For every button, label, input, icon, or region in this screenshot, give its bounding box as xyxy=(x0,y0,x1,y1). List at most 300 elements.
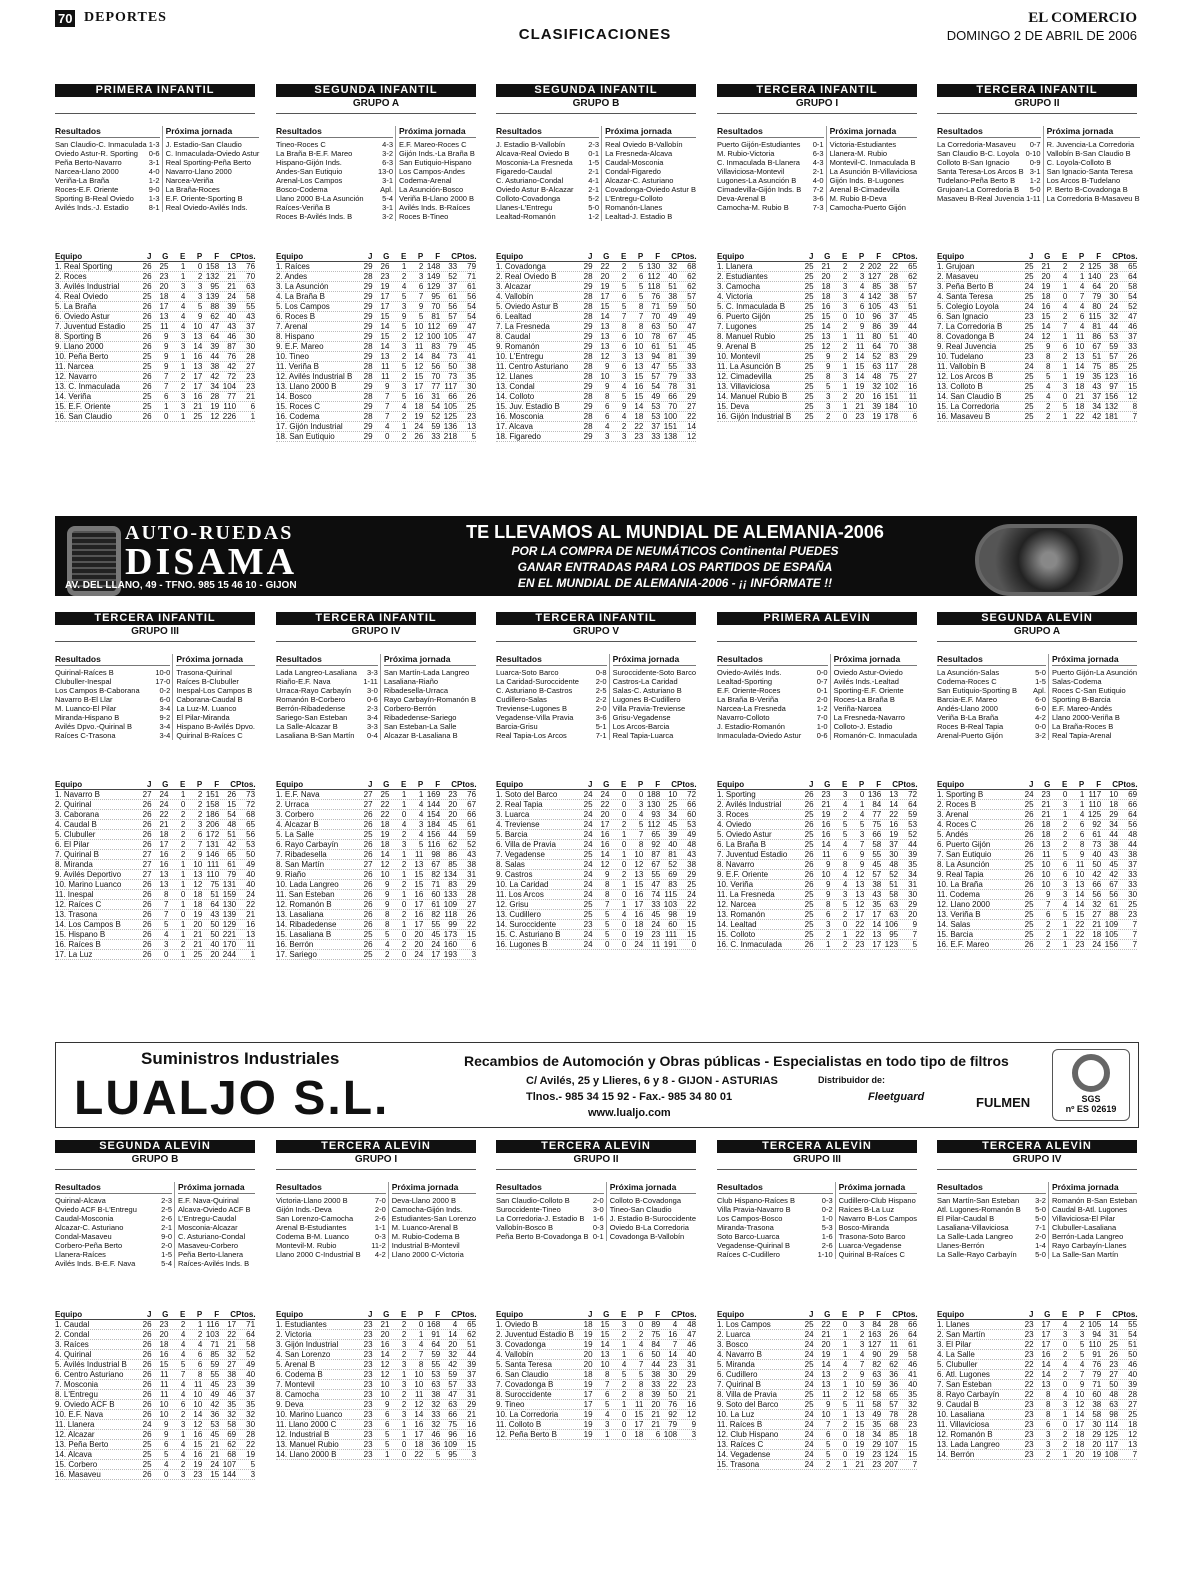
fixture-row: Rayo Carbayín-Llanes xyxy=(1051,1241,1127,1250)
stat-cell: 21 xyxy=(821,262,831,271)
stat-cell: 3 xyxy=(621,1320,627,1329)
column-header: Ptos. xyxy=(236,780,256,789)
stat-cell: 46 xyxy=(1128,322,1138,331)
stat-cell: 32 xyxy=(908,1400,918,1409)
stat-cell: 9 xyxy=(1046,342,1051,351)
stat-cell: 103 xyxy=(205,1330,220,1339)
column-header: Ptos. xyxy=(236,1310,256,1319)
stat-cell: 27 xyxy=(363,790,373,799)
stat-cell: 24 xyxy=(583,860,593,869)
match-score: 2-1 xyxy=(588,167,600,176)
stat-cell: 29 xyxy=(363,302,373,311)
stat-cell: 18 xyxy=(414,402,424,411)
stat-cell: 2 xyxy=(842,392,848,401)
stat-cell: 81 xyxy=(1092,322,1102,331)
stat-cell: 22 xyxy=(1075,412,1085,421)
stat-cell: 19 xyxy=(193,1460,203,1469)
stat-cell: 7 xyxy=(1132,412,1138,421)
table-row xyxy=(496,1390,696,1400)
fixture-row: Inespal-Los Campos B xyxy=(176,686,253,695)
stat-cell: 73 xyxy=(448,352,458,361)
stat-cell: 52 xyxy=(431,412,441,421)
stat-cell: 6 xyxy=(471,940,477,949)
league-group xyxy=(717,625,917,642)
stat-cell: 7 xyxy=(1132,940,1138,949)
stat-cell: 70 xyxy=(889,342,899,351)
team-name: 3. La Asunción xyxy=(276,282,329,291)
result-row xyxy=(276,686,378,695)
stat-cell: 17 xyxy=(380,302,390,311)
stat-cell: 58 xyxy=(908,1350,918,1359)
stat-cell: 22 xyxy=(687,900,697,909)
stat-cell: 9 xyxy=(605,362,610,371)
team-name: 11. Inespal xyxy=(55,890,94,899)
stat-cell: 39 xyxy=(467,1360,477,1369)
stat-cell: 79 xyxy=(1092,1370,1102,1379)
stat-cell: 14 xyxy=(1109,1320,1119,1329)
stat-cell: 86 xyxy=(872,322,882,331)
result-row xyxy=(717,731,828,740)
stat-cell: 25 xyxy=(804,890,814,899)
match-score: 2-5 xyxy=(595,686,607,695)
stat-cell: 0 xyxy=(164,412,169,421)
column-header: Ptos. xyxy=(1118,780,1138,789)
result-row xyxy=(937,1214,1046,1223)
stat-cell: 2 xyxy=(180,810,186,819)
match-name: Riaño-E.F. Nava xyxy=(276,677,331,686)
column-header: C xyxy=(230,780,236,789)
column-header: C xyxy=(1112,252,1118,261)
stat-cell: 26 xyxy=(142,1370,152,1379)
stat-cell: 9 xyxy=(1079,1380,1085,1389)
team-name: 14. Lealtad xyxy=(717,920,757,929)
table-row xyxy=(55,332,255,342)
stat-cell: 1 xyxy=(401,1420,407,1429)
match-score: 4-1 xyxy=(588,176,600,185)
fixture-row: L'Entregu-Caudal xyxy=(178,1214,237,1223)
match-score: 6-3 xyxy=(382,158,393,167)
result-row xyxy=(937,167,1041,176)
next-round-heading: Próxima jornada xyxy=(178,1182,255,1194)
match-score: 7-1 xyxy=(1035,1223,1046,1232)
stat-cell: 43 xyxy=(246,312,256,321)
team-name: 12. Romanón B xyxy=(276,900,332,909)
table-row xyxy=(496,402,696,412)
match-score: 1-2 xyxy=(588,212,600,221)
result-row xyxy=(55,722,170,731)
stat-cell: 23 xyxy=(908,1420,918,1429)
table-row xyxy=(717,1400,917,1410)
column-header: F xyxy=(1096,252,1102,261)
team-name: 5. Santa Teresa xyxy=(496,1360,552,1369)
league-group: GRUPO IV xyxy=(937,1153,1137,1170)
column-header: J xyxy=(809,780,814,789)
stat-cell: 43 xyxy=(872,890,882,899)
result-row xyxy=(55,1205,172,1214)
stat-cell: 20 xyxy=(1092,1440,1102,1449)
column-header: C xyxy=(451,1310,457,1319)
table-row xyxy=(276,402,476,412)
stat-cell: 26 xyxy=(363,880,373,889)
stat-cell: 25 xyxy=(804,362,814,371)
team-name: 4. Santa Teresa xyxy=(937,292,993,301)
stat-cell: 26 xyxy=(889,1330,899,1339)
match-score: 7-2 xyxy=(812,185,824,194)
result-row xyxy=(55,1196,172,1205)
results-column xyxy=(55,126,163,212)
stat-cell: 24 xyxy=(583,890,593,899)
stat-cell: 46 xyxy=(908,1360,918,1369)
fixture-row: La Fresneda-Navarro xyxy=(833,713,905,722)
match-score: 1-2 xyxy=(1029,176,1041,185)
stat-cell: 24 xyxy=(804,1330,814,1339)
table-row xyxy=(937,1360,1137,1370)
stat-cell: 5 xyxy=(638,1370,644,1379)
match-name: Tudelano-Peña Berto B xyxy=(937,176,1016,185)
ad-website[interactable]: www.lualjo.com xyxy=(588,1107,671,1119)
column-header: E xyxy=(179,780,186,789)
stat-cell: 29 xyxy=(363,312,373,321)
stat-cell: 1 xyxy=(401,262,407,271)
stat-cell: 139 xyxy=(205,292,220,301)
table-row xyxy=(937,1440,1137,1450)
match-score: 5-0 xyxy=(588,203,600,212)
stat-cell: 24 xyxy=(431,940,441,949)
team-name: 14. Salas xyxy=(937,920,971,929)
stat-cell: 86 xyxy=(448,850,458,859)
stat-cell: 5 xyxy=(401,362,407,371)
standings-table xyxy=(276,780,476,960)
stat-cell: 22 xyxy=(889,810,899,819)
column-header: C xyxy=(892,1310,898,1319)
stat-cell: 50 xyxy=(1109,1380,1119,1389)
league-title: TERCERA ALEVÍN xyxy=(717,1140,917,1153)
stat-cell: 1 xyxy=(180,900,186,909)
result-row xyxy=(496,158,599,167)
ad-brand-top: AUTO-RUEDAS xyxy=(125,522,294,544)
stat-cell: 11 xyxy=(855,342,865,351)
result-row xyxy=(496,140,599,149)
stat-cell: 100 xyxy=(663,412,678,421)
stat-cell: 139 xyxy=(222,910,237,919)
fixture-row: C. Loyola-Colloto B xyxy=(1046,158,1112,167)
table-row xyxy=(276,1320,476,1330)
stat-cell: 75 xyxy=(448,1420,458,1429)
stat-cell: 25 xyxy=(583,850,593,859)
table-row xyxy=(276,810,476,820)
match-score: 2-0 xyxy=(374,1205,386,1214)
stat-cell: 156 xyxy=(1104,940,1119,949)
column-header: J xyxy=(1029,252,1034,261)
stat-cell: 16 xyxy=(414,890,424,899)
column-header: J xyxy=(809,1310,814,1319)
column-header: F xyxy=(214,252,220,261)
fulmen-logo: FULMEN xyxy=(976,1095,1031,1110)
column-header: Ptos. xyxy=(457,1310,477,1319)
stat-cell: 2 xyxy=(842,910,848,919)
stat-cell: 86 xyxy=(1092,332,1102,341)
table-row xyxy=(937,1370,1137,1380)
match-name: Vegadense-Quirinal B xyxy=(717,1241,790,1250)
result-row xyxy=(717,167,824,176)
stat-cell: 66 xyxy=(687,800,697,809)
result-row xyxy=(55,1259,172,1268)
stat-cell: 45 xyxy=(448,820,458,829)
stat-cell: 9 xyxy=(1079,850,1085,859)
fixture-row: Los Campos-Andes xyxy=(399,167,465,176)
lualjo-advertisement[interactable] xyxy=(55,1042,1139,1128)
stat-cell: 79 xyxy=(668,1420,678,1429)
stat-cell: 23 xyxy=(227,1380,237,1389)
stat-cell: 19 xyxy=(855,1450,865,1459)
match-score: 2-1 xyxy=(588,185,600,194)
stat-cell: 218 xyxy=(443,432,458,441)
stat-cell: 0 xyxy=(842,312,848,321)
stat-cell: 1 xyxy=(1062,1450,1068,1459)
stat-cell: 83 xyxy=(431,342,441,351)
stat-cell: 54 xyxy=(467,312,477,321)
stat-cell: 12 xyxy=(1128,392,1138,401)
stat-cell: 36 xyxy=(889,1380,899,1389)
standings-header xyxy=(55,780,255,790)
stat-cell: 2 xyxy=(826,930,831,939)
stat-cell: 118 xyxy=(647,282,661,291)
stat-cell: 13 xyxy=(600,1350,610,1359)
team-name: 10. Marino Luanco xyxy=(276,1410,343,1419)
table-row xyxy=(276,412,476,422)
fixture-row: Roces B-Tineo xyxy=(399,212,449,221)
stat-cell: 6 xyxy=(197,1360,203,1369)
stat-cell: 23 xyxy=(872,1450,882,1459)
stat-cell: 10 xyxy=(821,1410,831,1419)
stat-cell: 97 xyxy=(1109,382,1119,391)
stat-cell: 12 xyxy=(193,880,203,889)
stat-cell: 16 xyxy=(193,1450,203,1459)
stat-cell: 24 xyxy=(583,820,593,829)
stat-cell: 15 xyxy=(600,1320,610,1329)
match-score: 2-6 xyxy=(161,1214,172,1223)
standings-header xyxy=(55,252,255,262)
table-row xyxy=(55,342,255,352)
stat-cell: 2 xyxy=(1062,1430,1068,1439)
stat-cell: 47 xyxy=(687,1330,697,1339)
stat-cell: 91 xyxy=(1092,1350,1102,1359)
stat-cell: 21 xyxy=(380,1320,390,1329)
stat-cell: 68 xyxy=(246,810,256,819)
stat-cell: 39 xyxy=(872,402,882,411)
table-row xyxy=(717,352,917,362)
stat-cell: 8 xyxy=(1046,1410,1051,1419)
result-row xyxy=(276,695,378,704)
stat-cell: 50 xyxy=(668,1390,678,1399)
column-header: Equipo xyxy=(55,780,83,789)
stat-cell: 27 xyxy=(142,790,152,799)
stat-cell: 1 xyxy=(180,412,186,421)
team-name: 7. Ribadesella xyxy=(276,850,327,859)
stat-cell: 6 xyxy=(1079,820,1085,829)
stat-cell: 14 xyxy=(1041,1370,1051,1379)
match-name: Condal-Masaveu xyxy=(55,1232,112,1241)
stat-cell: 25 xyxy=(1024,392,1034,401)
stat-cell: 22 xyxy=(414,1450,424,1459)
stat-cell: 4 xyxy=(1079,810,1085,819)
fixture-row: Condal-Figaredo xyxy=(605,167,661,176)
stat-cell: 10 xyxy=(668,790,678,799)
table-row xyxy=(496,1380,696,1390)
table-row xyxy=(717,890,917,900)
fixture-row: Real Tapia-Arenal xyxy=(1051,731,1112,740)
stat-cell: 46 xyxy=(227,332,237,341)
team-name: 2. Avilés Industrial xyxy=(717,800,782,809)
stat-cell: 3 xyxy=(826,920,831,929)
stat-cell: 123 xyxy=(884,940,899,949)
team-name: 7. Covadonga B xyxy=(496,1380,554,1389)
stat-cell: 5 xyxy=(418,840,424,849)
stat-cell: 158 xyxy=(205,800,220,809)
stat-cell: 105 xyxy=(443,402,458,411)
stat-cell: 2 xyxy=(180,830,186,839)
stat-cell: 23 xyxy=(634,432,644,441)
stat-cell: 13 xyxy=(159,880,169,889)
team-name: 14. San Claudio B xyxy=(937,392,1002,401)
stat-cell: 9 xyxy=(164,332,169,341)
team-name: 11. Los Arcos xyxy=(496,890,544,899)
table-row xyxy=(496,312,696,322)
stat-cell: 33 xyxy=(687,362,697,371)
stat-cell: 11 xyxy=(1042,850,1051,859)
stat-cell: 18 xyxy=(414,1440,424,1449)
stat-cell: 57 xyxy=(908,292,918,301)
team-name: 11. Raíces B xyxy=(717,1420,763,1429)
column-header: J xyxy=(368,1310,373,1319)
stat-cell: 22 xyxy=(227,1330,237,1339)
fixture-row: L'Entregu-Colloto xyxy=(605,194,663,203)
stat-cell: 26 xyxy=(142,1350,152,1359)
table-row xyxy=(937,810,1137,820)
stat-cell: 20 xyxy=(583,1360,593,1369)
stat-cell: 25 xyxy=(1024,920,1034,929)
stat-cell: 38 xyxy=(431,1390,441,1399)
stat-cell: 2 xyxy=(1062,352,1068,361)
stat-cell: 4 xyxy=(842,800,848,809)
stat-cell: 3 xyxy=(401,1340,407,1349)
stat-cell: 0 xyxy=(180,890,186,899)
stat-cell: 24 xyxy=(583,880,593,889)
stat-cell: 30 xyxy=(467,382,477,391)
column-header: Equipo xyxy=(937,1310,965,1319)
match-name: Lealtad-Sporting xyxy=(717,677,773,686)
result-row xyxy=(276,1214,386,1223)
table-row xyxy=(717,1380,917,1390)
stat-cell: 24 xyxy=(1092,940,1102,949)
stat-cell: 23 xyxy=(363,1320,373,1329)
stat-cell: 10 xyxy=(193,1400,203,1409)
result-row xyxy=(55,140,160,149)
column-header: F xyxy=(876,780,882,789)
stat-cell: 123 xyxy=(1104,372,1119,381)
stat-cell: 24 xyxy=(210,1460,220,1469)
table-row xyxy=(937,362,1137,372)
stat-cell: 2 xyxy=(401,860,407,869)
match-name: La Caridad-Suroccidente xyxy=(496,677,579,686)
match-name: Alcazar-C. Asturiano xyxy=(55,1223,124,1232)
stat-cell: 23 xyxy=(380,272,390,281)
team-name: 12. Club Hispano xyxy=(717,1430,779,1439)
table-row xyxy=(717,342,917,352)
table-row xyxy=(276,950,476,960)
stat-cell: 28 xyxy=(363,272,373,281)
stat-cell: 38 xyxy=(1128,850,1138,859)
stat-cell: 24 xyxy=(651,920,661,929)
stat-cell: 24 xyxy=(583,810,593,819)
stat-cell: 3 xyxy=(859,1340,865,1349)
stat-cell: 51 xyxy=(227,830,237,839)
table-row xyxy=(937,1330,1137,1340)
stat-cell: 10 xyxy=(634,332,644,341)
disama-advertisement[interactable] xyxy=(55,516,1137,596)
column-header: Equipo xyxy=(717,1310,745,1319)
stat-cell: 51 xyxy=(889,332,899,341)
team-name: 10. La Corredoria xyxy=(496,1410,559,1419)
stat-cell: 26 xyxy=(804,880,814,889)
table-row xyxy=(937,272,1137,282)
team-name: 9. Soto del Barco xyxy=(717,1400,779,1409)
stat-cell: 52 xyxy=(1128,302,1138,311)
stat-cell: 1 xyxy=(842,1410,848,1419)
stat-cell: 22 xyxy=(246,900,256,909)
match-name: Oviedo-Avilés Inds. xyxy=(717,668,782,677)
match-name: Mosconia-La Fresneda xyxy=(496,158,573,167)
stat-cell: 1 xyxy=(1062,362,1068,371)
results-column xyxy=(276,654,381,740)
stat-cell: 20 xyxy=(159,1330,169,1339)
stat-cell: 4 xyxy=(1062,1390,1068,1399)
stat-cell: 23 xyxy=(1024,1350,1034,1359)
team-name: 1. Caudal xyxy=(55,1320,90,1329)
stat-cell: 9 xyxy=(164,1430,169,1439)
stat-cell: 0 xyxy=(1062,1340,1068,1349)
result-row xyxy=(937,140,1041,149)
stat-cell: 19 xyxy=(246,1450,256,1459)
stat-cell: 2 xyxy=(1046,930,1051,939)
stat-cell: 15 xyxy=(380,332,390,341)
stat-cell: 16 xyxy=(246,920,256,929)
stat-cell: 40 xyxy=(246,1370,256,1379)
fixture-row: Castros-La Caridad xyxy=(612,677,678,686)
stat-cell: 24 xyxy=(583,870,593,879)
stat-cell: 9 xyxy=(164,352,169,361)
team-name: 4. Vallobín xyxy=(496,292,534,301)
league-title: TERCERA INFANTIL xyxy=(276,612,476,625)
stat-cell: 2 xyxy=(842,1390,848,1399)
match-name: El Pilar-Caudal B xyxy=(937,1214,995,1223)
table-row xyxy=(937,402,1137,412)
stat-cell: 10 xyxy=(193,1390,203,1399)
stat-cell: 71 xyxy=(1092,1380,1102,1389)
stat-cell: 8 xyxy=(1046,362,1051,371)
match-score: 1-5 xyxy=(1035,677,1046,686)
table-row xyxy=(496,272,696,282)
table-row xyxy=(937,800,1137,810)
league-group: GRUPO B xyxy=(55,1153,255,1170)
table-row xyxy=(55,372,255,382)
stat-cell: 25 xyxy=(804,920,814,929)
team-name: 12. Llano 2000 xyxy=(937,900,990,909)
stat-cell: 27 xyxy=(1092,910,1102,919)
stat-cell: 22 xyxy=(1024,1380,1034,1389)
stat-cell: 25 xyxy=(193,412,203,421)
stat-cell: 96 xyxy=(872,312,882,321)
